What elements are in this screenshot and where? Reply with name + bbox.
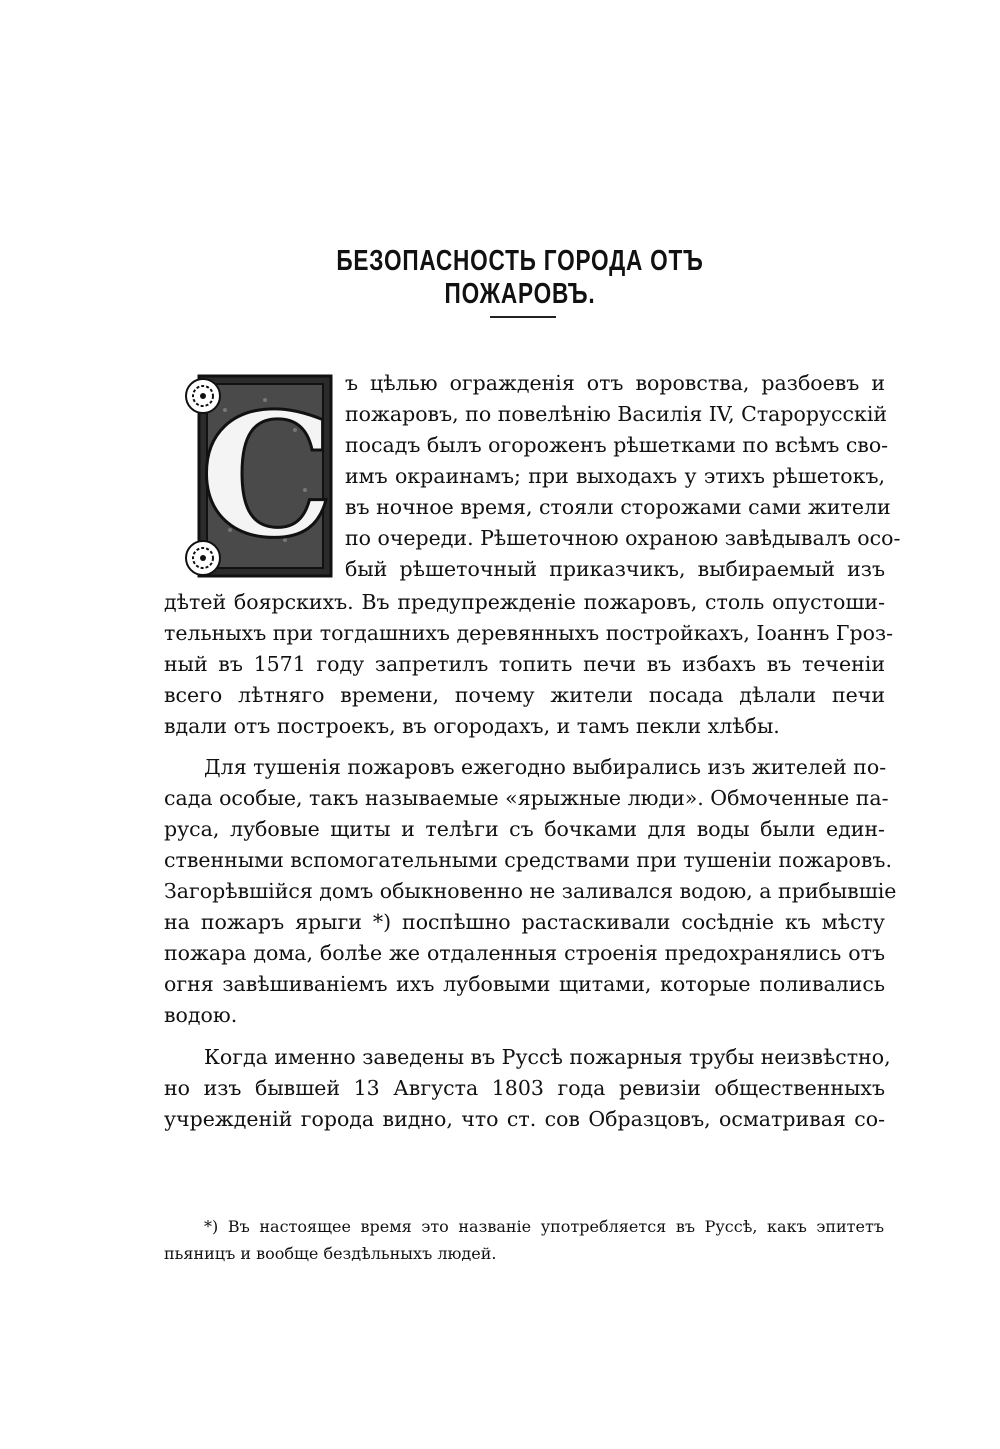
text-line: посадъ былъ огороженъ рѣшетками по всѣмъ сво-: [345, 433, 889, 457]
text-line: ственными вспомогательными средствами при тушеніи пожаровъ.: [164, 848, 892, 872]
text-line: по очереди. Рѣшеточною охраною завѣдывалъ осо-: [345, 526, 901, 550]
text-line: но изъ бывшей 13 Августа 1803 года ревизіи общественныхъ: [164, 1076, 885, 1100]
text-line: учрежденій города видно, что ст. сов Образцовъ, осматривая со-: [164, 1107, 885, 1131]
drop-cap-letter: С: [199, 376, 335, 576]
text-line: дѣтей боярскихъ. Въ предупрежденіе пожаровъ, столь опустоши-: [164, 590, 885, 614]
text-line: пожара дома, болѣе же отдаленныя строенія предохранялись отъ: [164, 941, 885, 965]
text-line: на пожаръ ярыги *) поспѣшно растаскивали сосѣдніе къ мѣсту: [164, 910, 885, 934]
text-line: имъ окраинамъ; при выходахъ у этихъ рѣшетокъ,: [345, 464, 885, 488]
text-line: въ ночное время, стояли сторожами сами жители: [345, 495, 891, 519]
footnote-line: *) Въ настоящее время это названіе употребляется въ Руссѣ, какъ эпитетъ: [204, 1217, 884, 1236]
text-line: огня завѣшиваніемъ ихъ лубовыми щитами, которые поливались: [164, 972, 885, 996]
text-line: руса, лубовые щиты и телѣги съ бочками для воды были един-: [164, 817, 885, 841]
text-line: сада особые, такъ называемые «ярыжные люди». Обмоченные па-: [164, 786, 889, 810]
text-line: ный въ 1571 году запретилъ топить печи въ избахъ въ теченіи: [164, 652, 885, 676]
page-title: БЕЗОПАСНОСТЬ ГОРОДА ОТЪ ПОЖАРОВЪ.: [336, 245, 704, 310]
text-line: тельныхъ при тогдашнихъ деревянныхъ постройкахъ, Іоаннъ Гроз-: [164, 621, 894, 645]
text-line: бый рѣшеточный приказчикъ, выбираемый изъ: [345, 557, 885, 581]
text-line: водою.: [164, 1003, 238, 1027]
text-line: Загорѣвшійся домъ обыкновенно не заливался водою, а прибывшіе: [164, 879, 897, 903]
text-line: вдали отъ построекъ, въ огородахъ, и тамъ пекли хлѣбы.: [164, 714, 780, 738]
drop-cap-ornament: [185, 370, 335, 582]
text-line: пожаровъ, по повелѣнію Василія IV, Старорусскій: [345, 402, 888, 426]
footnote-line: пьяницъ и вообще бездѣльныхъ людей.: [164, 1244, 497, 1263]
text-line: Когда именно заведены въ Руссѣ пожарныя трубы неизвѣстно,: [204, 1045, 891, 1069]
text-line: всего лѣтняго времени, почему жители посада дѣлали печи: [164, 683, 885, 707]
text-line: ъ цѣлью огражденія отъ воровства, разбоевъ и: [345, 371, 885, 395]
text-line: Для тушенія пожаровъ ежегодно выбирались изъ жителей по-: [204, 755, 887, 779]
title-divider: [490, 316, 556, 318]
